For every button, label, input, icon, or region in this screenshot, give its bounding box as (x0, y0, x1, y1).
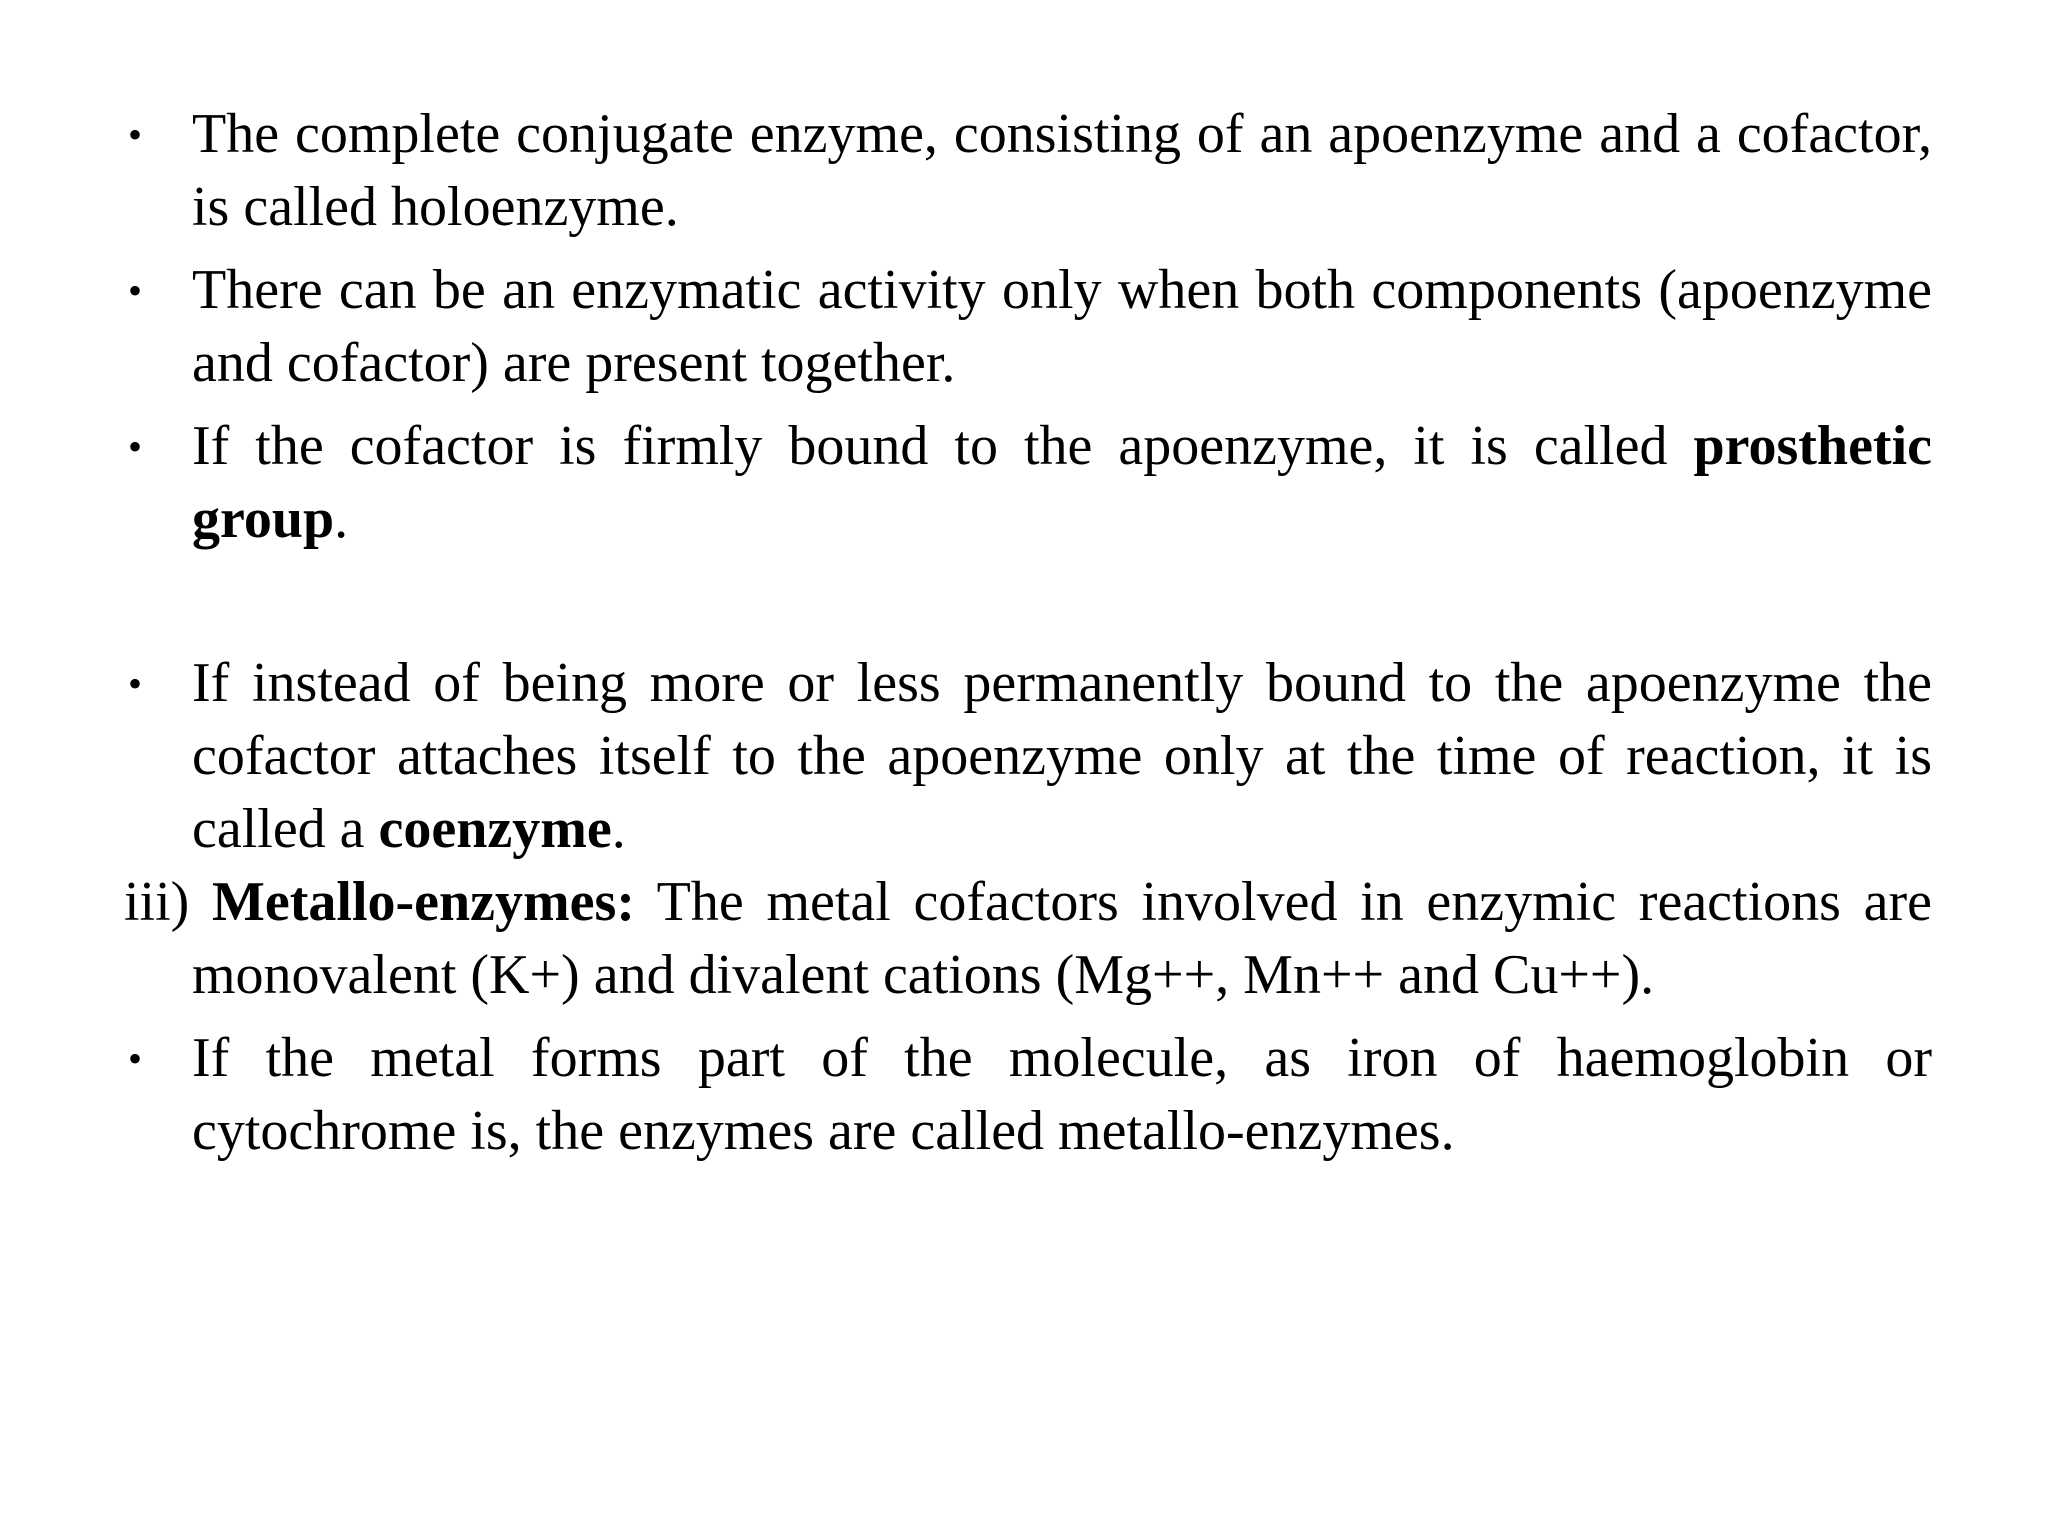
bullet-text: If instead of being more or less permanently bound to the apoenzyme the cofactor attaches itself to the apoenzyme only at the time of reaction, it is called a (192, 652, 1932, 860)
bullet-icon: • (128, 661, 143, 706)
slide-content (124, 98, 1932, 1168)
section-text: The metal cofactors involved in enzymic reactions are monovalent (K+) and divalent cations (Mg++, Mn++ and Cu++). (192, 871, 1933, 1006)
section-metallo-enzymes (124, 866, 1932, 1012)
section-heading: Metallo-enzymes: (212, 871, 635, 933)
bullet-text: If the metal forms part of the molecule, as iron of haemoglobin or cytochrome is, the enzymes are called metallo-enzymes. (192, 1027, 1932, 1162)
bullet-icon: • (128, 112, 143, 157)
bullet-enzymatic-activity (124, 254, 1932, 400)
section-number: iii) (124, 871, 213, 933)
bullet-holoenzyme (124, 98, 1932, 244)
bullet-coenzyme (124, 647, 1932, 866)
bullet-icon: • (128, 424, 143, 469)
bullet-prosthetic-group (124, 410, 1932, 556)
bullet-text-end: . (611, 798, 626, 860)
term-prosthetic-group: prosthetic group (192, 415, 1932, 550)
term-coenzyme: coenzyme (378, 798, 612, 860)
bullet-icon: • (128, 268, 143, 313)
bullet-text: If the cofactor is firmly bound to the apoenzyme, it is called (192, 415, 1694, 477)
bullet-text-end: . (334, 488, 349, 550)
bullet-text: There can be an enzymatic activity only when both components (apoenzyme and cofactor) are present together. (192, 259, 1932, 394)
bullet-text: The complete conjugate enzyme, consisting of an apoenzyme and a cofactor, is called holoenzyme. (192, 103, 1932, 238)
bullet-icon: • (128, 1036, 143, 1081)
bullet-metallo-enzymes (124, 1022, 1932, 1168)
